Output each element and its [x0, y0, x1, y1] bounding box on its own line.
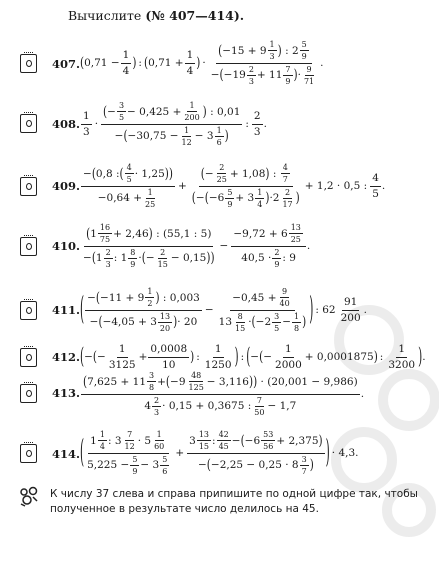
- task-number: 412.: [52, 350, 81, 364]
- task-number: 408.: [52, 117, 81, 131]
- expression-413: ( 7,625 + 11 3 8 + ( −9 48 125 − 3,116 ) ) · (20,001 − 9,986) 4 2 3 · 0,15 + 0,3675 : 7 50 − 1,7 .: [83, 371, 365, 417]
- notebook-icon: [20, 54, 37, 73]
- brain-icon: [18, 485, 40, 507]
- heading-range: (№ 407—414).: [145, 8, 245, 23]
- expression-409: − ( 0,8 : ( 4 5 · 1,25 ) ) −0,64 + 1 25 + ( − 2 25 + 1,08 ) : 4 7 ( − ( −6 5 9 + 3 1 4 ) ·2 2 17 ) + 1,2 · 0,5 : 4 5 .: [83, 163, 386, 209]
- expression-412: ( − ( − 1 3125 + 0,0008 10 ) : 1 1250 ) : ( − ( − 1 2000 + 0,0001875 ) : 1 3200 ) .: [80, 343, 426, 371]
- expression-414: ( 1 1 4 : 3 7 12 · 5 1 60 5,225 − 5 9 − 3 5 6 + 3 13 15 : 42 45 − ( −6 53 56 + 2,375 ) − ( −2,25 − 0,25 · 8 3 7 ) ) · 4,3.: [80, 430, 359, 476]
- task-row-408: [0, 100, 443, 152]
- task-row-411: [0, 284, 443, 340]
- task-row-410: [0, 220, 443, 276]
- expression-411: ( − ( −11 + 9 1 2 ) : 0,003 − ( −4,05 + 3 13 20 ) · 20 − −0,45 + 9 40 13 8 15 · ( −2 3 5 − 1 8 ) ) : 62 91 200 .: [80, 287, 367, 333]
- notebook-icon: [20, 444, 37, 463]
- notebook-icon: [20, 177, 37, 196]
- task-number: 413.: [52, 386, 81, 400]
- task-row-413: [0, 372, 443, 420]
- task-number: 410.: [52, 239, 81, 253]
- task-number: 414.: [52, 447, 81, 461]
- notebook-icon: [20, 384, 37, 403]
- notebook-icon: [20, 348, 37, 367]
- notebook-icon: [20, 237, 37, 256]
- notebook-icon: [20, 114, 37, 133]
- task-number: 409.: [52, 179, 81, 193]
- task-row-407: [0, 40, 443, 90]
- page-heading: [68, 8, 244, 23]
- task-row-412: [0, 342, 443, 372]
- expression-410: ( 1 16 75 + 2,46 ) : (55,1 : 5) − ( 1 2 3 : 1 8 9 · ( − 2 15 − 0,15 ) ) − −9,72 + 6 13 25 40,5 · 2 9 : 9 .: [83, 223, 311, 269]
- heading-prefix: Вычислите: [68, 8, 142, 23]
- exercise-text: К числу 37 слева и справа припишите по одной цифре так, чтобы полученное в результате число делилось на 45.: [50, 488, 418, 516]
- task-row-414: [0, 428, 443, 482]
- expression-408: 1 3 · ( − 3 5 − 0,425 + 1 200 ) : 0,01 − ( −30,75 − 1 12 − 3 1 6 ) : 2 3 .: [83, 101, 267, 147]
- notebook-icon: [20, 301, 37, 320]
- expression-407: ( 0,71 − 1 4 ) : ( 0,71 + 1 4 ) · ( −15 + 9 1 3 ) : 2 5 9 − ( −19 2 3 + 11 7 9 ) · 9 71 .: [80, 40, 324, 86]
- task-number: 411.: [52, 303, 81, 317]
- task-row-409: [0, 160, 443, 216]
- task-number: 407.: [52, 57, 81, 71]
